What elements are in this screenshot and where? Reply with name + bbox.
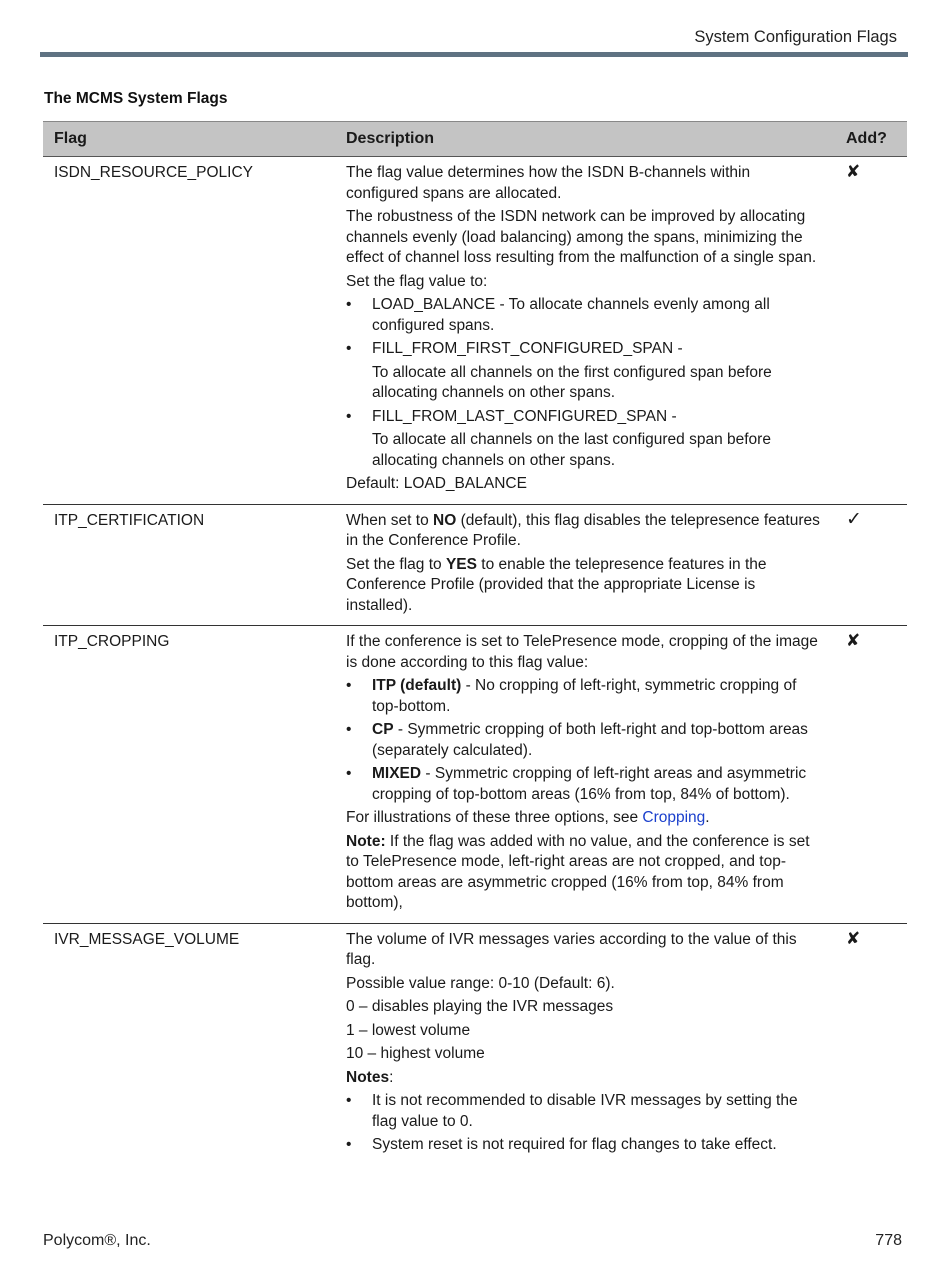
column-header-flag: Flag [43, 122, 335, 157]
list-item: • ITP (default) - No cropping of left-right, symmetric cropping of top-bottom. [346, 676, 824, 717]
cross-icon: ✘ [846, 928, 861, 948]
flag-description [335, 626, 835, 924]
table-row [43, 157, 907, 505]
description-paragraph: 0 – disables playing the IVR messages [346, 998, 614, 1015]
add-cell [835, 923, 907, 1165]
flag-name: ISDN_RESOURCE_POLICY [43, 157, 335, 505]
list-item: • It is not recommended to disable IVR messages by setting the flag value to 0. [346, 1091, 824, 1132]
running-header-title: System Configuration Flags [694, 28, 897, 46]
table-row [43, 923, 907, 1165]
flag-description [335, 157, 835, 505]
list-item: • LOAD_BALANCE - To allocate channels evenly among all configured spans. [346, 295, 824, 336]
description-paragraph: Possible value range: 0-10 (Default: 6). [346, 974, 615, 992]
cropping-link[interactable]: Cropping [642, 809, 706, 826]
description-paragraph: The volume of IVR messages varies according to the value of this flag. [346, 930, 797, 968]
bullet-list [346, 295, 824, 471]
flag-name: ITP_CROPPING [43, 626, 335, 924]
description-paragraph: When set to NO (default), this flag disables the telepresence features in the Conference Profile. [346, 511, 820, 549]
flag-name: ITP_CERTIFICATION [43, 504, 335, 626]
flag-description [335, 504, 835, 626]
description-paragraph: For illustrations of these three options, see Cropping. [346, 809, 710, 826]
flag-description [335, 923, 835, 1165]
cross-icon: ✘ [846, 162, 861, 181]
description-paragraph: 1 – lowest volume [346, 1021, 471, 1039]
list-item: • FILL_FROM_FIRST_CONFIGURED_SPAN - To allocate all channels on the first configured span before allocating channels on other spans. [346, 339, 824, 404]
table-row [43, 504, 907, 626]
cross-icon: ✘ [846, 631, 861, 650]
column-header-add: Add? [835, 122, 907, 157]
column-header-description: Description [335, 122, 835, 157]
description-paragraph: Set the flag to YES to enable the telepresence features in the Conference Profile (provided that the appropriate License is installed). [346, 555, 767, 614]
list-item: • MIXED - Symmetric cropping of left-right areas and asymmetric cropping of top-bottom areas (16% from top, 84% of bottom). [346, 764, 824, 805]
bullet-list [346, 1091, 824, 1156]
section-title: The MCMS System Flags [44, 90, 228, 107]
notes-heading: Notes: [346, 1068, 394, 1086]
description-paragraph: The flag value determines how the ISDN B-channels within configured spans are allocated. [346, 164, 751, 202]
check-icon: ✓ [846, 508, 862, 530]
bullet-list [346, 676, 824, 805]
description-paragraph: The robustness of the ISDN network can be improved by allocating channels evenly (load balancing) among the spans, minimizing the effect of channel loss resulting from the malfunction of a single span. [346, 208, 817, 266]
table-row [43, 626, 907, 924]
footer-page-number: 778 [875, 1232, 902, 1249]
flag-name: IVR_MESSAGE_VOLUME [54, 930, 240, 948]
description-paragraph: 10 – highest volume [346, 1045, 485, 1062]
list-item: • CP - Symmetric cropping of both left-right and top-bottom areas (separately calculated). [346, 720, 824, 761]
default-value: Default: LOAD_BALANCE [346, 475, 527, 492]
list-item: • System reset is not required for flag changes to take effect. [346, 1135, 824, 1156]
add-cell [835, 504, 907, 626]
header-divider [40, 52, 908, 57]
flags-table [43, 121, 907, 1165]
description-paragraph: Set the flag value to: [346, 272, 488, 290]
description-paragraph: If the conference is set to TelePresence mode, cropping of the image is done according to this flag value: [346, 633, 818, 671]
table-header-row [43, 122, 907, 157]
add-cell [835, 157, 907, 505]
list-item: • FILL_FROM_LAST_CONFIGURED_SPAN - To allocate all channels on the last configured span before allocating channels on other spans. [346, 407, 824, 472]
add-cell [835, 626, 907, 924]
note-paragraph: Note: If the flag was added with no value, and the conference is set to TelePresence mode, left-right areas are not cropped, and top-bottom areas are asymmetric cropped (16% from top, 84% from bottom), [346, 832, 810, 911]
footer-company: Polycom®, Inc. [43, 1232, 151, 1249]
